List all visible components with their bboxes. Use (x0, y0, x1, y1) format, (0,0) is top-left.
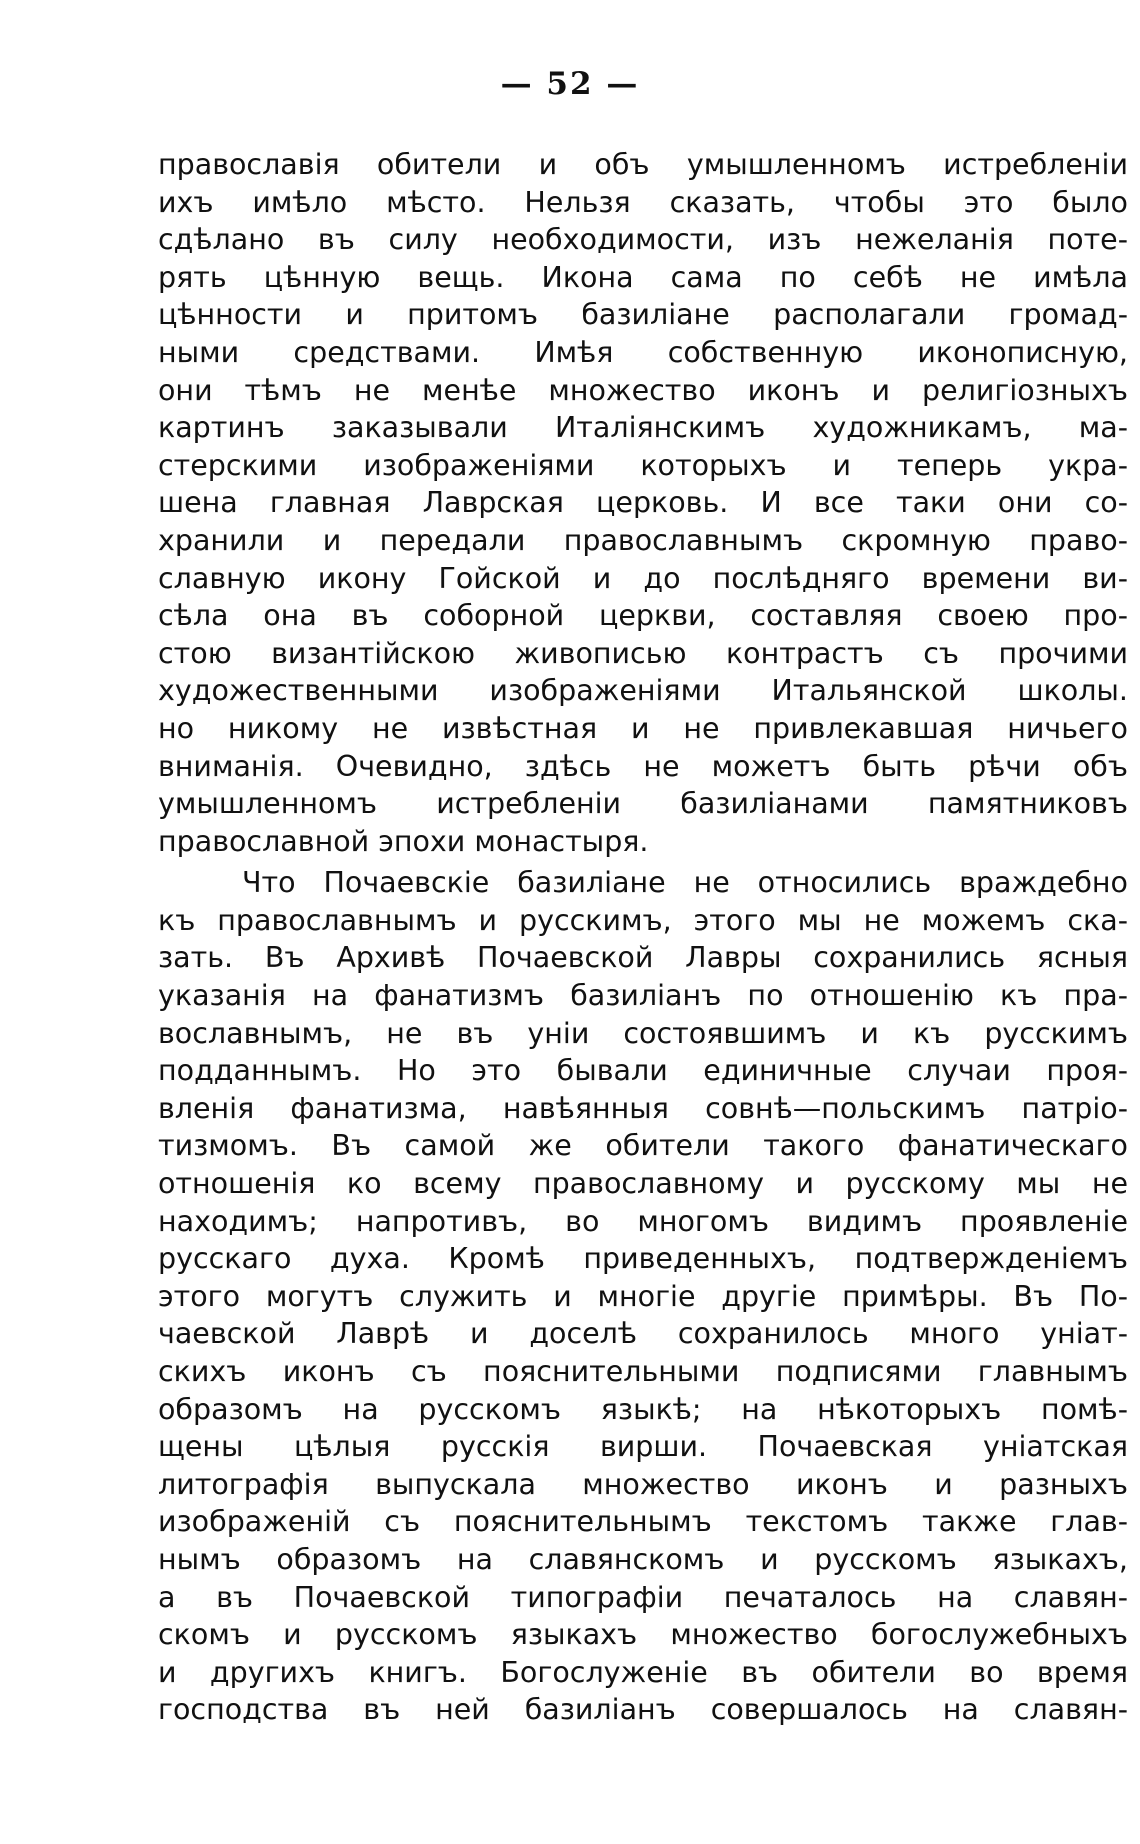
text-line: отношенія ко всему православному и русскому мы не (158, 1167, 1128, 1201)
text-line: литографія выпускала множество иконъ и разныхъ (158, 1467, 1128, 1501)
paragraph (158, 146, 1128, 860)
text-line: стою византійскою живописью контрастъ съ прочими (158, 636, 1128, 670)
text-line: стерскими изображеніями которыхъ и теперь укра- (158, 448, 1128, 482)
text-line: художественными изображеніями Итальянской школы. (158, 674, 1128, 708)
body-text (158, 146, 1128, 1729)
text-line: вленія фанатизма, навѣянныя совнѣ—польскимъ патріо- (158, 1091, 1128, 1125)
text-line: зать. Въ Архивѣ Почаевской Лавры сохранились ясныя (158, 941, 1128, 975)
text-line: господства въ ней базиліанъ совершалось на славян- (158, 1693, 1128, 1727)
text-line: они тѣмъ не менѣе множество иконъ и религіозныхъ (158, 373, 1128, 407)
paragraph (158, 864, 1128, 1729)
text-line: православной эпохи монастыря. (158, 824, 649, 858)
text-line: цѣнности и притомъ базиліане располагали громад- (158, 298, 1128, 332)
text-line: тизмомъ. Въ самой же обители такого фанатическаго (158, 1129, 1128, 1163)
text-line: находимъ; напротивъ, во многомъ видимъ проявленіе (158, 1204, 1128, 1238)
text-line: образомъ на русскомъ языкѣ; на нѣкоторыхъ помѣ- (158, 1392, 1128, 1426)
text-line: а въ Почаевской типографіи печаталось на славян- (158, 1580, 1128, 1614)
text-line: ихъ имѣло мѣсто. Нельзя сказать, чтобы это было (158, 185, 1128, 219)
text-line: славную икону Гойской и до послѣдняго времени ви- (158, 561, 1128, 595)
text-line: умышленномъ истребленіи базиліанами памятниковъ (158, 787, 1128, 821)
text-line: русскаго духа. Кромѣ приведенныхъ, подтвержденіемъ (158, 1242, 1128, 1276)
text-line: картинъ заказывали Италіянскимъ художникамъ, ма- (158, 411, 1128, 445)
text-line: подданнымъ. Но это бывали единичные случаи проя- (158, 1054, 1128, 1088)
text-line: шена главная Лаврская церковь. И все таки они со- (158, 486, 1128, 520)
text-line: вниманія. Очевидно, здѣсь не можетъ быть рѣчи объ (158, 749, 1128, 783)
text-line: нымъ образомъ на славянскомъ и русскомъ языкахъ, (158, 1542, 1128, 1576)
text-line: указанія на фанатизмъ базиліанъ по отношенію къ пра- (158, 979, 1128, 1013)
page-number: — 52 — (500, 66, 640, 102)
text-line: скомъ и русскомъ языкахъ множество богослужебныхъ (158, 1618, 1128, 1652)
text-line: чаевской Лаврѣ и доселѣ сохранилось много уніат- (158, 1317, 1128, 1351)
text-line: сдѣлано въ силу необходимости, изъ нежеланія поте- (158, 223, 1128, 257)
text-line: Что Почаевскіе базиліане не относились враждебно (242, 866, 1128, 900)
text-line: сѣла она въ соборной церкви, составляя своею про- (158, 599, 1128, 633)
text-line: ными средствами. Имѣя собственную иконописную, (158, 335, 1128, 369)
text-line: православія обители и объ умышленномъ истребленіи (158, 148, 1128, 181)
text-line: къ православнымъ и русскимъ, этого мы не можемъ ска- (158, 903, 1128, 937)
text-line: скихъ иконъ съ пояснительными подписями главнымъ (158, 1355, 1128, 1388)
text-line: этого могутъ служить и многіе другіе примѣры. Въ По- (158, 1279, 1128, 1313)
text-line: вославнымъ, не въ уніи состоявшимъ и къ русскимъ (158, 1016, 1128, 1050)
text-line: изображеній съ пояснительнымъ текстомъ также глав- (158, 1505, 1128, 1539)
text-line: и другихъ книгъ. Богослуженіе въ обители во время (158, 1655, 1128, 1689)
text-line: рять цѣнную вещь. Икона сама по себѣ не имѣла (158, 260, 1128, 294)
text-line: хранили и передали православнымъ скромную право- (158, 523, 1128, 557)
text-line: щены цѣлыя русскія вирши. Почаевская уніатская (158, 1430, 1128, 1464)
text-line: но никому не извѣстная и не привлекавшая ничьего (158, 711, 1128, 745)
